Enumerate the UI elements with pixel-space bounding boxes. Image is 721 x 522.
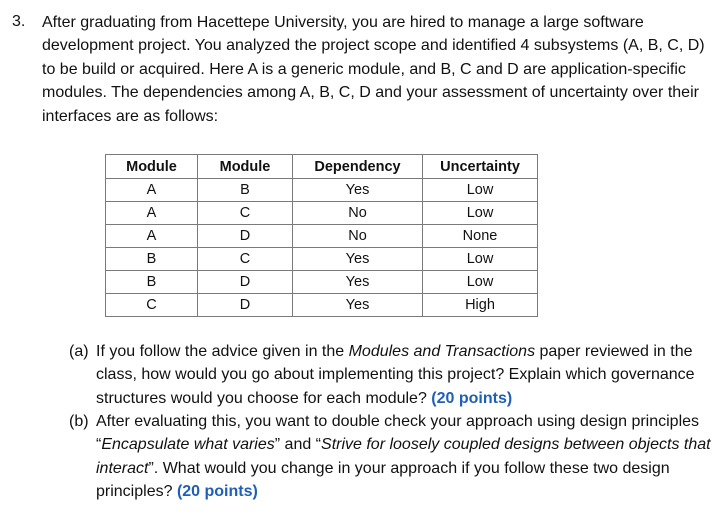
table-cell: C [198,248,293,271]
part-a-text [96,340,711,410]
table-cell: B [106,271,198,294]
table-row [106,179,538,202]
part-a-text-1: If you follow the advice given in the [96,343,349,360]
table-cell: Yes [293,248,423,271]
table-cell: Yes [293,271,423,294]
part-a-label: (a) [69,343,89,360]
part-b-text-2: ” and “ [274,436,322,454]
table-cell: B [198,179,293,202]
part-b-principle-1: Encapsulate what varies [101,436,275,454]
header-module-1: Module [106,155,198,179]
table-cell: Low [423,271,538,294]
table-cell: High [423,294,538,317]
table-cell: Yes [293,179,423,202]
part-a [69,340,711,410]
table-row [106,248,538,271]
question-number: 3. [12,13,26,30]
part-b-text-1: After evaluating this, you want to double check your approach using design principles “ [96,413,700,454]
table-header-row [106,155,538,179]
dependency-table [105,154,538,317]
header-dependency: Dependency [293,155,423,179]
part-b-text [96,410,711,504]
table-cell: A [106,225,198,248]
table-cell: Low [423,179,538,202]
table-row [106,225,538,248]
part-a-paper-title: Modules and Transactions [348,343,536,360]
table-row [106,202,538,225]
header-uncertainty: Uncertainty [423,155,538,179]
part-b-points: (20 points) [176,483,258,501]
table-cell: Yes [293,294,423,317]
table-cell: C [106,294,198,317]
table-cell: A [106,179,198,202]
table-cell: D [198,271,293,294]
table-cell: No [293,225,423,248]
table-cell: Low [423,248,538,271]
header-module-2: Module [198,155,293,179]
part-b-text-3: ”. What would you change in your approach if you follow these two design principles? [96,459,670,501]
table-cell: D [198,225,293,248]
part-b-label: (b) [69,413,89,430]
table-row [106,294,538,317]
table-cell: Low [423,202,538,225]
part-b-principle-2: Strive for loosely coupled designs between objects that interact [96,436,711,477]
question-intro: After graduating from Hacettepe University, you are hired to manage a large software development project. You analyzed the project scope and identified 4 subsystems (A, B, C, D) to be build or acquired. Here A is a generic module, and B, C and D are application-specific modules. The dependencies among A, B, C, D and your assessment of uncertainty over their interfaces are as follows: [42,14,705,125]
part-b [69,410,711,504]
table-cell: None [423,225,538,248]
table-cell: A [106,202,198,225]
table-cell: No [293,202,423,225]
table-cell: C [198,202,293,225]
table-cell: D [198,294,293,317]
table-cell: B [106,248,198,271]
table-row [106,271,538,294]
part-a-text-2: paper reviewed in the class, how would you go about implementing this project? Explain which governance structures would you choose for each module? [96,343,695,407]
part-a-points: (20 points) [431,389,513,407]
